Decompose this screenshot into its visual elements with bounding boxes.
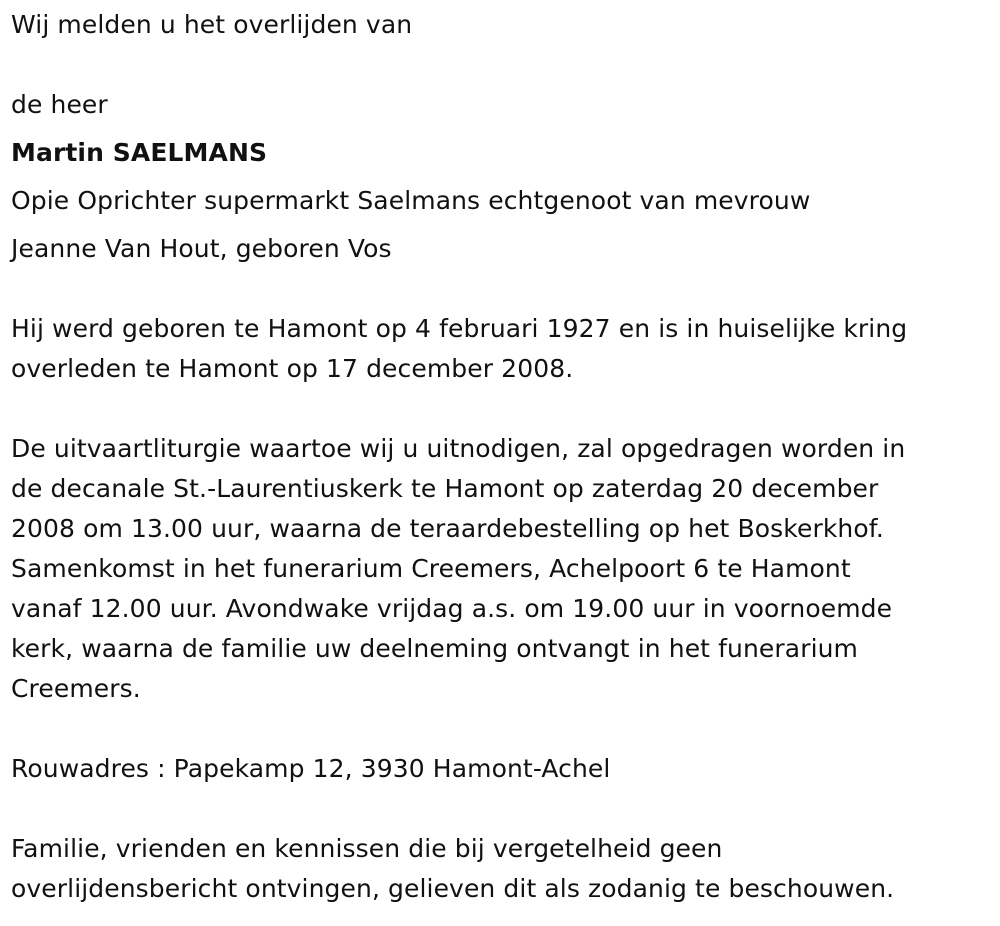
salutation-text: de heer <box>11 90 108 119</box>
funeral-line: kerk, waarna de familie uw deelneming ontvangt in het funerarium <box>11 634 859 663</box>
intro-text: Wij melden u het overlijden van <box>11 10 413 39</box>
funeral-line: Creemers. <box>11 674 141 703</box>
description-line: Opie Oprichter supermarkt Saelmans echtgenoot van mevrouw <box>11 186 811 215</box>
funeral-line: 2008 om 13.00 uur, waarna de teraardebestelling op het Boskerkhof. <box>11 514 884 543</box>
closing-line: Familie, vrienden en kennissen die bij vergetelheid geen <box>11 834 723 863</box>
mourning-address: Rouwadres : Papekamp 12, 3930 Hamont-Achel <box>11 754 611 783</box>
funeral-line: vanaf 12.00 uur. Avondwake vrijdag a.s. om 19.00 uur in voornoemde <box>11 594 893 623</box>
description-line: Jeanne Van Hout, geboren Vos <box>11 234 392 263</box>
birth-death-line: Hij werd geboren te Hamont op 4 februari 1927 en is in huiselijke kring <box>11 314 908 343</box>
deceased-name: Martin SAELMANS <box>11 138 268 167</box>
funeral-line: de decanale St.-Laurentiuskerk te Hamont op zaterdag 20 december <box>11 474 879 503</box>
funeral-line: De uitvaartliturgie waartoe wij u uitnodigen, zal opgedragen worden in <box>11 434 906 463</box>
birth-death-line: overleden te Hamont op 17 december 2008. <box>11 354 574 383</box>
closing-line: overlijdensbericht ontvingen, gelieven dit als zodanig te beschouwen. <box>11 874 895 903</box>
funeral-line: Samenkomst in het funerarium Creemers, Achelpoort 6 te Hamont <box>11 554 851 583</box>
